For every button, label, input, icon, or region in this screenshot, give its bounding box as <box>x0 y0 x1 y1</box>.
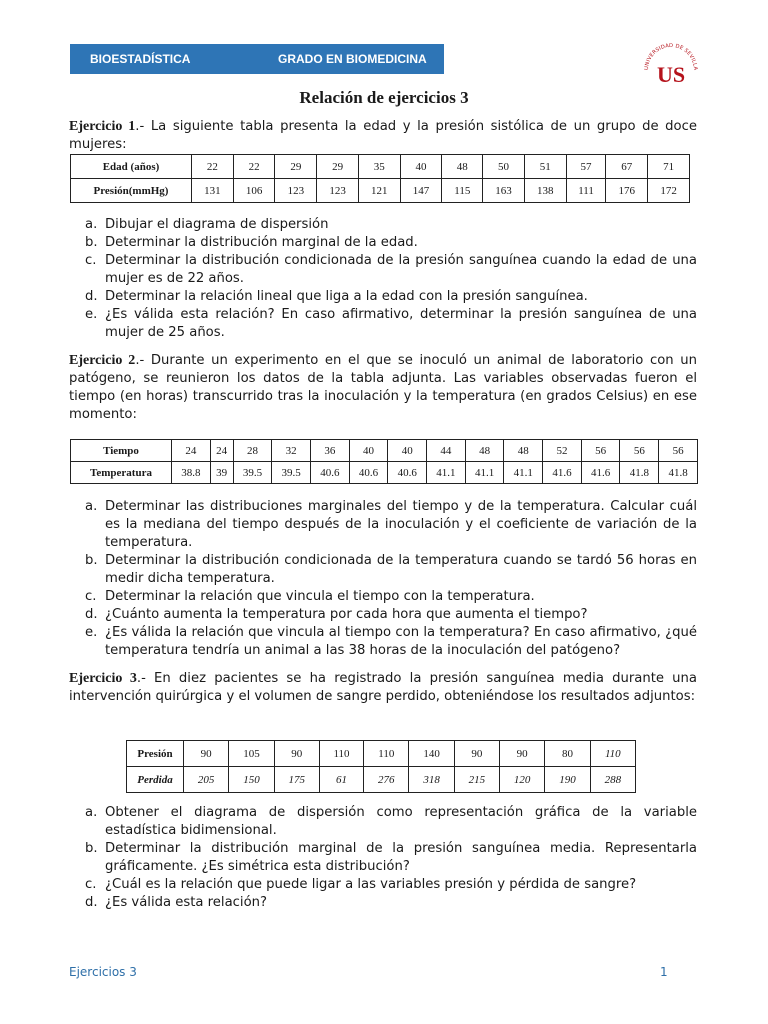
table-cell: 288 <box>590 767 635 793</box>
list-item-text: ¿Cuál es la relación que puede ligar a las variables presión y pérdida de sangre? <box>105 877 637 892</box>
exercise-1-intro <box>69 118 697 154</box>
table-cell: 22 <box>192 155 234 179</box>
list-marker: d. <box>85 607 98 622</box>
table-cell: 56 <box>620 440 659 462</box>
exercise-3-table <box>126 740 636 793</box>
list-item-text: Determinar la distribución marginal de la edad. <box>105 235 418 250</box>
list-marker: a. <box>85 805 98 820</box>
table-cell: 48 <box>465 440 504 462</box>
list-item-text: Obtener el diagrama de dispersión como representación gráfica de la variable estadística bidimensional. <box>105 805 697 838</box>
table-cell: 57 <box>566 155 606 179</box>
table-cell: 48 <box>504 440 543 462</box>
row-header: Presión(mmHg) <box>71 179 192 203</box>
logo-initials: US <box>656 62 686 87</box>
table-cell: 28 <box>233 440 272 462</box>
list-item-text: ¿Es válida esta relación? En caso afirmativo, determinar la presión sanguínea de una mujer de 25 años. <box>105 307 697 340</box>
table-cell: 29 <box>317 155 359 179</box>
logo-text: UNIVERSIDAD DE SEVILLA <box>643 42 699 71</box>
table-cell: 39.5 <box>233 462 272 484</box>
table-cell: 41.1 <box>504 462 543 484</box>
table-row <box>71 155 690 179</box>
list-item <box>69 804 697 840</box>
exercise-1-questions <box>69 216 697 342</box>
table-cell: 131 <box>192 179 234 203</box>
table-cell: 52 <box>543 440 582 462</box>
table-cell: 48 <box>442 155 483 179</box>
table-cell: 41.8 <box>620 462 659 484</box>
list-marker: a. <box>85 217 98 232</box>
exercise-1-table <box>70 154 690 203</box>
table-cell: 41.1 <box>465 462 504 484</box>
table-cell: 50 <box>483 155 525 179</box>
table-cell: 39 <box>210 462 233 484</box>
table-cell: 276 <box>364 767 409 793</box>
list-item <box>69 234 697 252</box>
table-row <box>127 767 636 793</box>
table-cell: 40.6 <box>388 462 427 484</box>
row-header: Perdida <box>127 767 184 793</box>
list-item-text: ¿Es válida esta relación? <box>105 895 268 910</box>
exercise-2-text: .- Durante un experimento en el que se inoculó un animal de laboratorio con un patógeno, se reunieron los datos de la tabla adjunta. Las variables observadas fueron el tiempo (en horas) transcurrido tras la inoculación y la temperatura (en grados Celsius) en ese momento: <box>69 353 697 422</box>
row-header: Edad (años) <box>71 155 192 179</box>
course-label: BIOESTADÍSTICA <box>90 52 191 66</box>
table-cell: 175 <box>274 767 319 793</box>
table-cell: 90 <box>184 741 229 767</box>
table-cell: 40.6 <box>349 462 388 484</box>
table-cell: 41.8 <box>659 462 698 484</box>
table-cell: 40 <box>349 440 388 462</box>
row-header: Temperatura <box>71 462 172 484</box>
list-item-text: Determinar la distribución marginal de la presión sanguínea media. Representarla gráficamente. ¿Es simétrica esta distribución? <box>105 841 697 874</box>
table-cell: 172 <box>648 179 690 203</box>
table-cell: 32 <box>272 440 311 462</box>
list-item <box>69 252 697 288</box>
exercise-3-text: .- En diez pacientes se ha registrado la presión sanguínea media durante una intervención quirúrgica y el volumen de sangre perdido, obteniéndose los resultados adjuntos: <box>69 671 697 704</box>
table-cell: 36 <box>310 440 349 462</box>
table-cell: 115 <box>442 179 483 203</box>
table-cell: 40 <box>388 440 427 462</box>
list-marker: e. <box>85 625 98 640</box>
table-cell: 176 <box>606 179 648 203</box>
list-item <box>69 840 697 876</box>
table-row <box>127 741 636 767</box>
list-marker: c. <box>85 877 97 892</box>
table-cell: 41.6 <box>581 462 620 484</box>
row-header: Tiempo <box>71 440 172 462</box>
table-cell: 138 <box>524 179 566 203</box>
table-cell: 29 <box>275 155 317 179</box>
table-cell: 150 <box>229 767 274 793</box>
list-marker: c. <box>85 589 97 604</box>
table-cell: 71 <box>648 155 690 179</box>
table-cell: 110 <box>590 741 635 767</box>
exercise-3-questions <box>69 804 697 912</box>
table-cell: 67 <box>606 155 648 179</box>
table-cell: 41.1 <box>427 462 466 484</box>
list-item <box>69 216 697 234</box>
list-item <box>69 288 697 306</box>
header-banner <box>70 44 444 74</box>
exercise-2-label: Ejercicio 2 <box>69 353 136 368</box>
exercise-1-text: .- La siguiente tabla presenta la edad y la presión sistólica de un grupo de doce mujeres: <box>69 119 697 152</box>
list-marker: d. <box>85 895 98 910</box>
table-cell: 110 <box>319 741 363 767</box>
table-cell: 22 <box>233 155 275 179</box>
table-cell: 44 <box>427 440 466 462</box>
list-item <box>69 498 697 552</box>
list-item <box>69 876 697 894</box>
table-cell: 205 <box>184 767 229 793</box>
list-marker: c. <box>85 253 97 268</box>
list-item <box>69 552 697 588</box>
list-marker: b. <box>85 841 98 856</box>
list-item-text: ¿Cuánto aumenta la temperatura por cada hora que aumenta el tiempo? <box>105 607 588 622</box>
footer-title: Ejercicios 3 <box>69 965 137 979</box>
list-marker: b. <box>85 235 98 250</box>
table-cell: 105 <box>229 741 274 767</box>
exercise-3-label: Ejercicio 3 <box>69 671 137 686</box>
list-item-text: Determinar la distribución condicionada de la temperatura cuando se tardó 56 horas en medir dicha temperatura. <box>105 553 697 586</box>
list-item <box>69 624 697 660</box>
list-item-text: Determinar las distribuciones marginales del tiempo y de la temperatura. Calcular cuál es la mediana del tiempo después de la inoculación y el coeficiente de variación de la temperatura. <box>105 499 697 550</box>
page-title: Relación de ejercicios 3 <box>299 88 469 107</box>
exercise-1-label: Ejercicio 1 <box>69 119 136 134</box>
table-cell: 318 <box>409 767 454 793</box>
list-marker: b. <box>85 553 98 568</box>
table-cell: 140 <box>409 741 454 767</box>
table-cell: 40.6 <box>310 462 349 484</box>
table-cell: 38.8 <box>172 462 211 484</box>
list-item <box>69 588 697 606</box>
list-item-text: ¿Es válida la relación que vincula al tiempo con la temperatura? En caso afirmativo, ¿qué temperatura tendría un animal a las 38 horas de la inoculación del patógeno? <box>105 625 697 658</box>
degree-label: GRADO EN BIOMEDICINA <box>278 52 427 66</box>
table-cell: 215 <box>454 767 499 793</box>
table-cell: 56 <box>581 440 620 462</box>
table-cell: 147 <box>400 179 442 203</box>
list-item-text: Determinar la distribución condicionada de la presión sanguínea cuando la edad de una mujer es de 22 años. <box>105 253 697 286</box>
table-cell: 90 <box>454 741 499 767</box>
table-cell: 110 <box>364 741 409 767</box>
table-cell: 61 <box>319 767 363 793</box>
table-cell: 190 <box>545 767 590 793</box>
table-cell: 121 <box>358 179 400 203</box>
exercise-2-questions <box>69 498 697 660</box>
table-cell: 90 <box>500 741 545 767</box>
list-item <box>69 606 697 624</box>
table-cell: 123 <box>275 179 317 203</box>
table-row <box>71 179 690 203</box>
list-marker: a. <box>85 499 98 514</box>
exercise-2-intro <box>69 352 697 424</box>
table-cell: 56 <box>659 440 698 462</box>
list-marker: e. <box>85 307 98 322</box>
table-row <box>71 462 698 484</box>
table-row <box>71 440 698 462</box>
list-item-text: Determinar la relación que vincula el tiempo con la temperatura. <box>105 589 535 604</box>
table-cell: 24 <box>172 440 211 462</box>
table-cell: 41.6 <box>543 462 582 484</box>
list-item-text: Determinar la relación lineal que liga a la edad con la presión sanguínea. <box>105 289 588 304</box>
table-cell: 51 <box>524 155 566 179</box>
table-cell: 123 <box>317 179 359 203</box>
table-cell: 111 <box>566 179 606 203</box>
list-marker: d. <box>85 289 98 304</box>
table-cell: 35 <box>358 155 400 179</box>
table-cell: 163 <box>483 179 525 203</box>
exercise-3-intro <box>69 670 697 706</box>
list-item-text: Dibujar el diagrama de dispersión <box>105 217 329 232</box>
list-item <box>69 894 697 912</box>
table-cell: 106 <box>233 179 275 203</box>
table-cell: 24 <box>210 440 233 462</box>
table-cell: 80 <box>545 741 590 767</box>
table-cell: 90 <box>274 741 319 767</box>
table-cell: 39.5 <box>272 462 311 484</box>
list-item <box>69 306 697 342</box>
table-cell: 40 <box>400 155 442 179</box>
exercise-2-table <box>70 439 698 484</box>
row-header: Presión <box>127 741 184 767</box>
table-cell: 120 <box>500 767 545 793</box>
page-number: 1 <box>660 965 668 979</box>
